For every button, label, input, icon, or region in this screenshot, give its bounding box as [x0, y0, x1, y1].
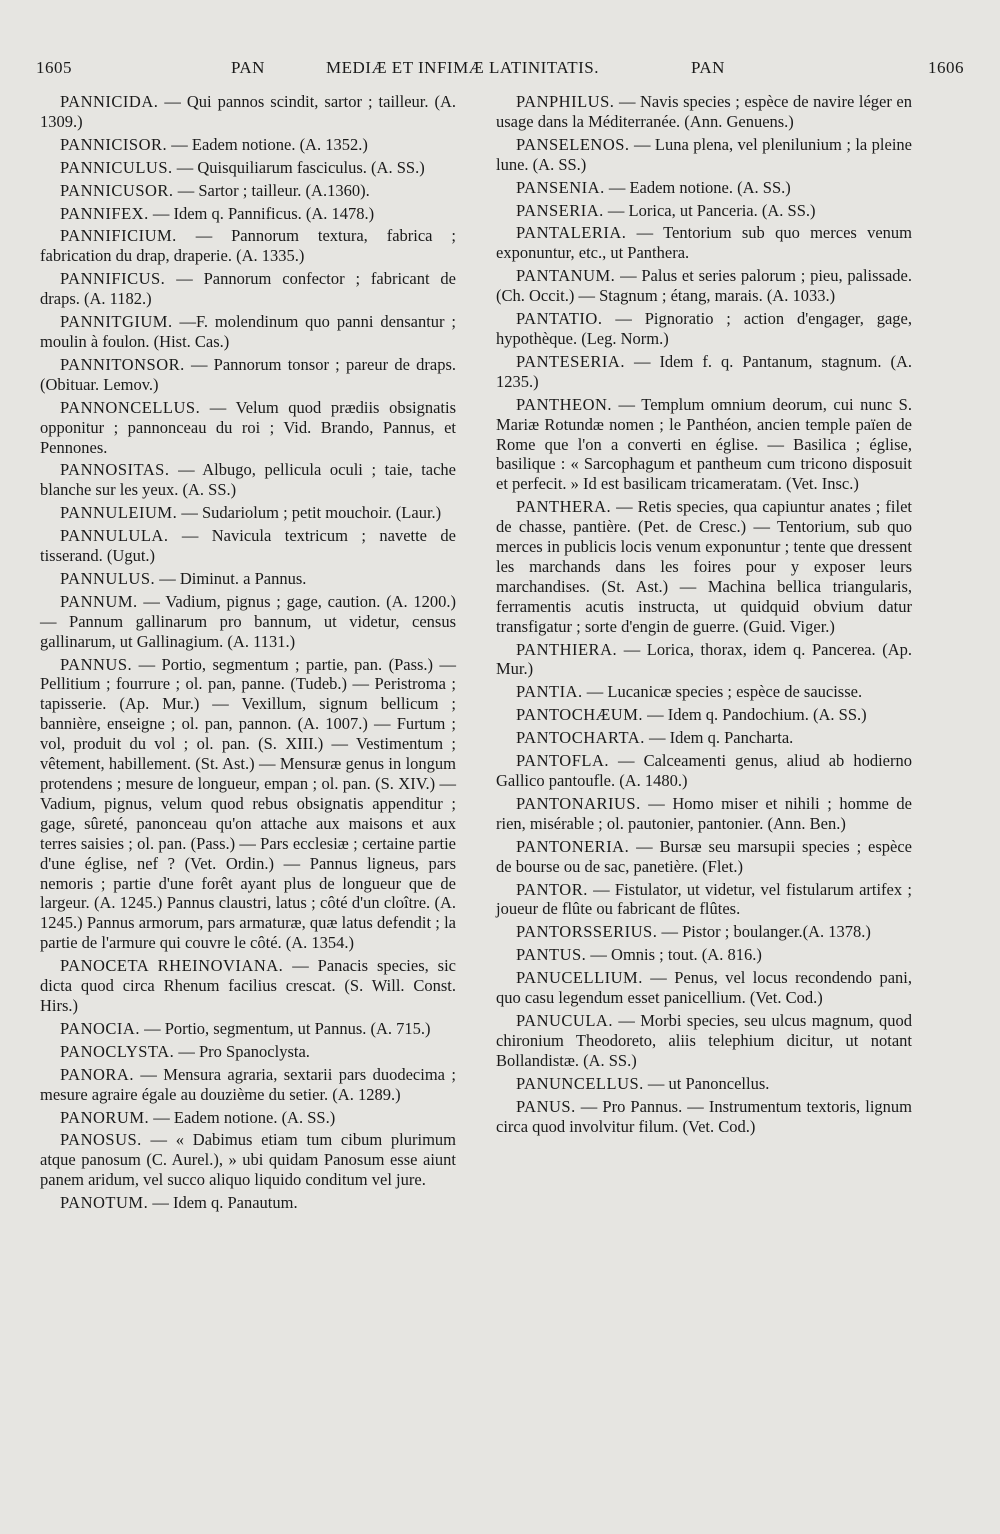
dictionary-entry — [496, 201, 912, 221]
entry-headword: PANNICUSOR. — [60, 180, 174, 200]
entry-definition: — Pannorum textura, fabrica ; fabrication du drap, draperie. (A. 1335.) — [40, 226, 456, 266]
entry-headword: PANTATIO. — [516, 309, 603, 329]
entry-headword: PANOTUM. — [60, 1193, 149, 1213]
entry-definition: —F. molendinum quo panni densantur ; moulin à foulon. (Hist. Cas.) — [40, 312, 456, 351]
dictionary-entry — [496, 682, 912, 702]
entry-definition: — Lorica, thorax, idem q. Pancerea. (Ap. Mur.) — [496, 639, 912, 679]
entry-headword: PANSENIA. — [516, 177, 605, 197]
dictionary-entry — [496, 309, 912, 349]
dictionary-entry — [496, 135, 912, 175]
entry-definition: — Morbi species, seu ulcus magnum, quod chironium Theodoreto, aliis telephium dicitur, ut notant Bollandistæ. (A. SS.) — [496, 1010, 912, 1070]
entry-definition: — Pro Spanoclysta. — [174, 1041, 310, 1061]
entry-headword: PANUS. — [516, 1096, 576, 1116]
dictionary-entry — [496, 751, 912, 791]
entry-definition: — Luna plena, vel plenilunium ; la pleine lune. (A. SS.) — [496, 134, 912, 174]
entry-definition: — Eadem notione. (A. 1352.) — [167, 134, 368, 154]
dictionary-entry — [40, 569, 456, 589]
entry-headword: PANNITONSOR. — [60, 354, 185, 374]
entry-definition: — « Dabimus etiam tum cibum plurimum atque panosum (C. Aurel.), » ubi quidam Panosum esse aiunt panem aridum, vel succo aliquo liquido conditum vel jure. — [40, 1130, 456, 1190]
entry-definition: — Navicula textricum ; navette de tisserand. (Ugut.) — [40, 526, 456, 566]
entry-headword: PANOCLYSTA. — [60, 1041, 175, 1061]
entry-definition: — Tentorium sub quo merces venum exponuntur, etc., ut Panthera. — [496, 223, 912, 263]
entry-headword: PANPHILUS. — [516, 92, 615, 111]
dictionary-entry — [40, 312, 456, 352]
entry-headword: PANNULUS. — [60, 568, 156, 588]
entry-definition: — Navis species ; espèce de navire léger en usage dans la Méditerranée. (Ann. Genuens.) — [496, 92, 912, 131]
entry-definition: — Idem q. Pandochium. (A. SS.) — [643, 705, 867, 725]
dictionary-entry — [496, 1011, 912, 1071]
right-running-word: PAN — [691, 58, 725, 77]
entry-definition: — ut Panoncellus. — [643, 1073, 770, 1093]
entry-definition: — Sudariolum ; petit mouchoir. (Laur.) — [177, 503, 442, 523]
entry-headword: PANNICULUS. — [60, 157, 173, 177]
dictionary-entry — [496, 837, 912, 877]
dictionary-entry — [496, 922, 912, 942]
entry-definition: — Diminut. a Pannus. — [155, 568, 307, 588]
entry-definition: — Idem f. q. Pantanum, stagnum. (A. 1235.) — [496, 351, 912, 391]
entry-definition: — Eadem notione. (A. SS.) — [149, 1107, 336, 1127]
right-page-number: 1606 — [928, 58, 964, 77]
entry-definition: — Retis species, qua capiuntur anates ; filet de chasse, pantière. (Pet. de Cresc.) — Tentorium, sub quo merces in publicis locis venum exponuntur ; tente que dressent les marchands dans les foires pour y exposer leurs marchandises. (St. Ast.) — Machina bellica triangularis, ferramentis acutis instructa, ut quidquid obvium datur transfigatur ; sorte d'engin de guerre. (Guid. Viger.) — [496, 497, 912, 636]
entry-headword: PANTANUM. — [516, 266, 616, 286]
entry-headword: PANNIFICUS. — [60, 269, 166, 289]
entry-headword: PANTESERIA. — [516, 351, 625, 371]
dictionary-entry — [496, 497, 912, 636]
dictionary-entry — [40, 526, 456, 566]
entry-definition: — Eadem notione. (A. SS.) — [604, 177, 791, 197]
dictionary-entry — [496, 92, 912, 132]
entry-headword: PANNULEIUM. — [60, 503, 178, 523]
entry-definition: — Templum omnium deorum, cui nunc S. Mariæ Rotundæ nomen ; le Panthéon, ancien temple païen de Rome que l'on a converti en église. — Basilica ; église, basilique : « Sarcophagum et pantheum cum tricono disposuit et perfecit. » Id est basilicam tricameratam. (Vet. Insc.) — [496, 394, 912, 494]
entry-headword: PANORA. — [60, 1064, 134, 1084]
dictionary-entry — [40, 181, 456, 201]
entry-definition: — Qui pannos scindit, sartor ; tailleur. (A. 1309.) — [40, 92, 456, 131]
dictionary-entry — [496, 1074, 912, 1094]
dictionary-entry — [496, 880, 912, 920]
dictionary-entry — [40, 355, 456, 395]
entry-definition: — Vadium, pignus ; gage, caution. (A. 1200.) — Pannum gallinarum pro bannum, ut videtur, census gallinarum, ut Gallinagium. (A. 1131.) — [40, 591, 456, 651]
dictionary-entry — [496, 728, 912, 748]
dictionary-entry — [40, 1019, 456, 1039]
entry-headword: PANTOCHÆUM. — [516, 705, 643, 725]
dictionary-entry — [40, 1042, 456, 1062]
dictionary-entry — [40, 398, 456, 458]
entry-headword: PANNUM. — [60, 591, 138, 611]
entry-definition: — Idem q. Pannificus. (A. 1478.) — [148, 203, 375, 223]
entry-definition: — Velum quod prædiis obsignatis opponitur ; pannonceau du roi ; Vid. Brando, Pannus, et Pennones. — [40, 397, 456, 457]
entry-headword: PANTONERIA. — [516, 836, 630, 856]
dictionary-entry — [496, 178, 912, 198]
dictionary-entry — [40, 135, 456, 155]
entry-definition: — Bursæ seu marsupii species ; espèce de bourse ou de sac, panetière. (Flet.) — [496, 836, 912, 876]
entry-headword: PANTHERA. — [516, 497, 612, 517]
entry-definition: — Pannorum confector ; fabricant de draps. (A. 1182.) — [40, 269, 456, 309]
entry-headword: PANOCIA. — [60, 1018, 140, 1038]
entry-headword: PANTOR. — [516, 879, 588, 899]
dictionary-entry — [40, 1108, 456, 1128]
dictionary-entry — [40, 460, 456, 500]
entry-headword: PANTORSSERIUS. — [516, 922, 658, 942]
dictionary-entry — [496, 266, 912, 306]
dictionary-entry — [40, 956, 456, 1016]
entry-definition: — Calceamenti genus, aliud ab hodierno Gallico pantoufle. (A. 1480.) — [496, 751, 912, 790]
entry-definition: — Lorica, ut Panceria. (A. SS.) — [603, 200, 816, 220]
entry-headword: PANNICIDA. — [60, 92, 159, 111]
entry-headword: PANORUM. — [60, 1107, 150, 1127]
dictionary-entry — [496, 945, 912, 965]
left-page-number: 1605 — [36, 58, 72, 77]
entry-headword: PANNOSITAS. — [60, 460, 170, 480]
entry-definition: — Idem q. Panautum. — [148, 1193, 298, 1213]
entry-definition: — Pistor ; boulanger.(A. 1378.) — [657, 922, 871, 942]
running-title: MEDIÆ ET INFIMÆ LATINITATIS. — [326, 58, 599, 77]
entry-headword: PANSELENOS. — [516, 134, 630, 154]
entry-definition: — Quisquiliarum fasciculus. (A. SS.) — [172, 157, 425, 177]
entry-headword: PANUCELLIUM. — [516, 968, 643, 988]
dictionary-entry — [40, 1130, 456, 1190]
dictionary-entry — [496, 705, 912, 725]
entry-definition: — Albugo, pellicula oculi ; taie, tache blanche sur les yeux. (A. SS.) — [40, 460, 456, 500]
entry-definition: — Lucanicæ species ; espèce de saucisse. — [582, 682, 863, 702]
right-column — [496, 92, 912, 1139]
entry-headword: PANNITGIUM. — [60, 312, 173, 332]
entry-headword: PANUNCELLUS. — [516, 1073, 644, 1093]
entry-headword: PANTOCHARTA. — [516, 728, 645, 748]
dictionary-entry — [40, 1193, 456, 1213]
dictionary-entry — [496, 1097, 912, 1137]
dictionary-entry — [40, 269, 456, 309]
dictionary-entry — [496, 640, 912, 680]
entry-headword: PANTOFLA. — [516, 751, 609, 771]
left-running-word: PAN — [231, 58, 265, 77]
entry-definition: — Pannorum tonsor ; pareur de draps. (Obituar. Lemov.) — [40, 354, 456, 394]
entry-definition: — Panacis species, sic dicta quod circa Rhenum facilius crescat. (S. Will. Const. Hirs.) — [40, 956, 456, 1015]
entry-definition: — Portio, segmentum, ut Pannus. (A. 715.) — [139, 1018, 431, 1038]
entry-headword: PANNIFEX. — [60, 203, 149, 223]
entry-definition: — Idem q. Pancharta. — [644, 728, 794, 748]
dictionary-entry — [496, 352, 912, 392]
entry-headword: PANTONARIUS. — [516, 793, 641, 813]
entry-definition: — Penus, vel locus recondendo pani, quo casu legendum esset panicellium. (Vet. Cod.) — [496, 968, 912, 1008]
entry-definition: — Pignoratio ; action d'engager, gage, hypothèque. (Leg. Norm.) — [496, 309, 912, 348]
entry-definition: — Portio, segmentum ; partie, pan. (Pass.) — Pellitium ; fourrure ; ol. pan, panne. (Tudeb.) — Peristroma ; tapisserie. (Ap. Mur.) — Vexillum, signum bellicum ; bannière, enseigne ; ol. pan, pannon. (A. 1007.) — Furtum ; vol, produit du vol ; ol. pan. (S. XIII.) — Vestimentum ; vêtement, habillement. (St. Ast.) — Mensuræ genus in longum protendens ; mesure de longueur, empan ; ol. pan. (S. XIV.) — Vadium, pignus, velum quod rebus obsignatis appenditur ; gage, sûreté, panonceau qu'on attache aux maisons et aux terres saisies ; ol. pan. (Pass.) — Pars ecclesiæ ; certaine partie d'une église, nef ? (Vet. Ordin.) — Pannus ligneus, pars nemoris ; partie d'une forêt ayant plus de longueur que de largeur. (A. 1245.) Pannus claustri, latus ; côté d'un cloître. (A. 1245.) Pannus armorum, pars armaturæ, quæ latus defendit ; la partie de l'armure qui couvre le côté. (A. 1354.) — [40, 654, 456, 953]
entry-definition: — Palus et series palorum ; pieu, palissade. (Ch. Occit.) — Stagnum ; étang, marais. (A. 1033.) — [496, 266, 912, 306]
entry-definition: — Omnis ; tout. (A. 816.) — [586, 945, 762, 965]
running-head — [36, 58, 964, 88]
entry-headword: PANNUS. — [60, 654, 133, 674]
entry-definition: — Fistulator, ut videtur, vel fistularum artifex ; joueur de flûte ou fabricant de flûtes. — [496, 879, 912, 919]
dictionary-entry — [40, 592, 456, 652]
dictionary-entry — [496, 395, 912, 495]
dictionary-entry — [40, 655, 456, 954]
dictionary-entry — [496, 794, 912, 834]
dictionary-entry — [40, 1065, 456, 1105]
entry-headword: PANOSUS. — [60, 1130, 142, 1150]
dictionary-entry — [40, 158, 456, 178]
dictionary-entry — [40, 92, 456, 132]
entry-definition: — Mensura agraria, sextarii pars duodecima ; mesure agraire égale au douzième du setier. (A. 1289.) — [40, 1064, 456, 1104]
entry-headword: PANSERIA. — [516, 200, 604, 220]
entry-headword: PANNULULA. — [60, 526, 169, 546]
entry-headword: PANNIFICIUM. — [60, 226, 177, 246]
entry-headword: PANTALERIA. — [516, 223, 627, 243]
dictionary-entry — [496, 223, 912, 263]
entry-headword: PANTHIERA. — [516, 639, 618, 659]
entry-headword: PANTIA. — [516, 682, 583, 702]
entry-headword: PANTHEON. — [516, 394, 613, 414]
dictionary-entry — [40, 226, 456, 266]
entry-definition: — Pro Pannus. — Instrumentum textoris, lignum circa quod involvitur filum. (Vet. Cod.) — [496, 1096, 912, 1136]
entry-definition: — Homo miser et nihili ; homme de rien, misérable ; ol. pautonier, pantonier. (Ann. Ben.) — [496, 793, 912, 833]
entry-headword: PANNONCELLUS. — [60, 397, 201, 417]
entry-headword: PANTUS. — [516, 945, 587, 965]
entry-headword: PANNICISOR. — [60, 134, 168, 154]
entry-headword: PANUCULA. — [516, 1010, 613, 1030]
left-column — [40, 92, 456, 1216]
entry-headword: PANOCETA RHEINOVIANA. — [60, 956, 284, 976]
dictionary-entry — [40, 204, 456, 224]
dictionary-entry — [40, 503, 456, 523]
dictionary-entry — [496, 968, 912, 1008]
entry-definition: — Sartor ; tailleur. (A.1360). — [173, 180, 370, 200]
